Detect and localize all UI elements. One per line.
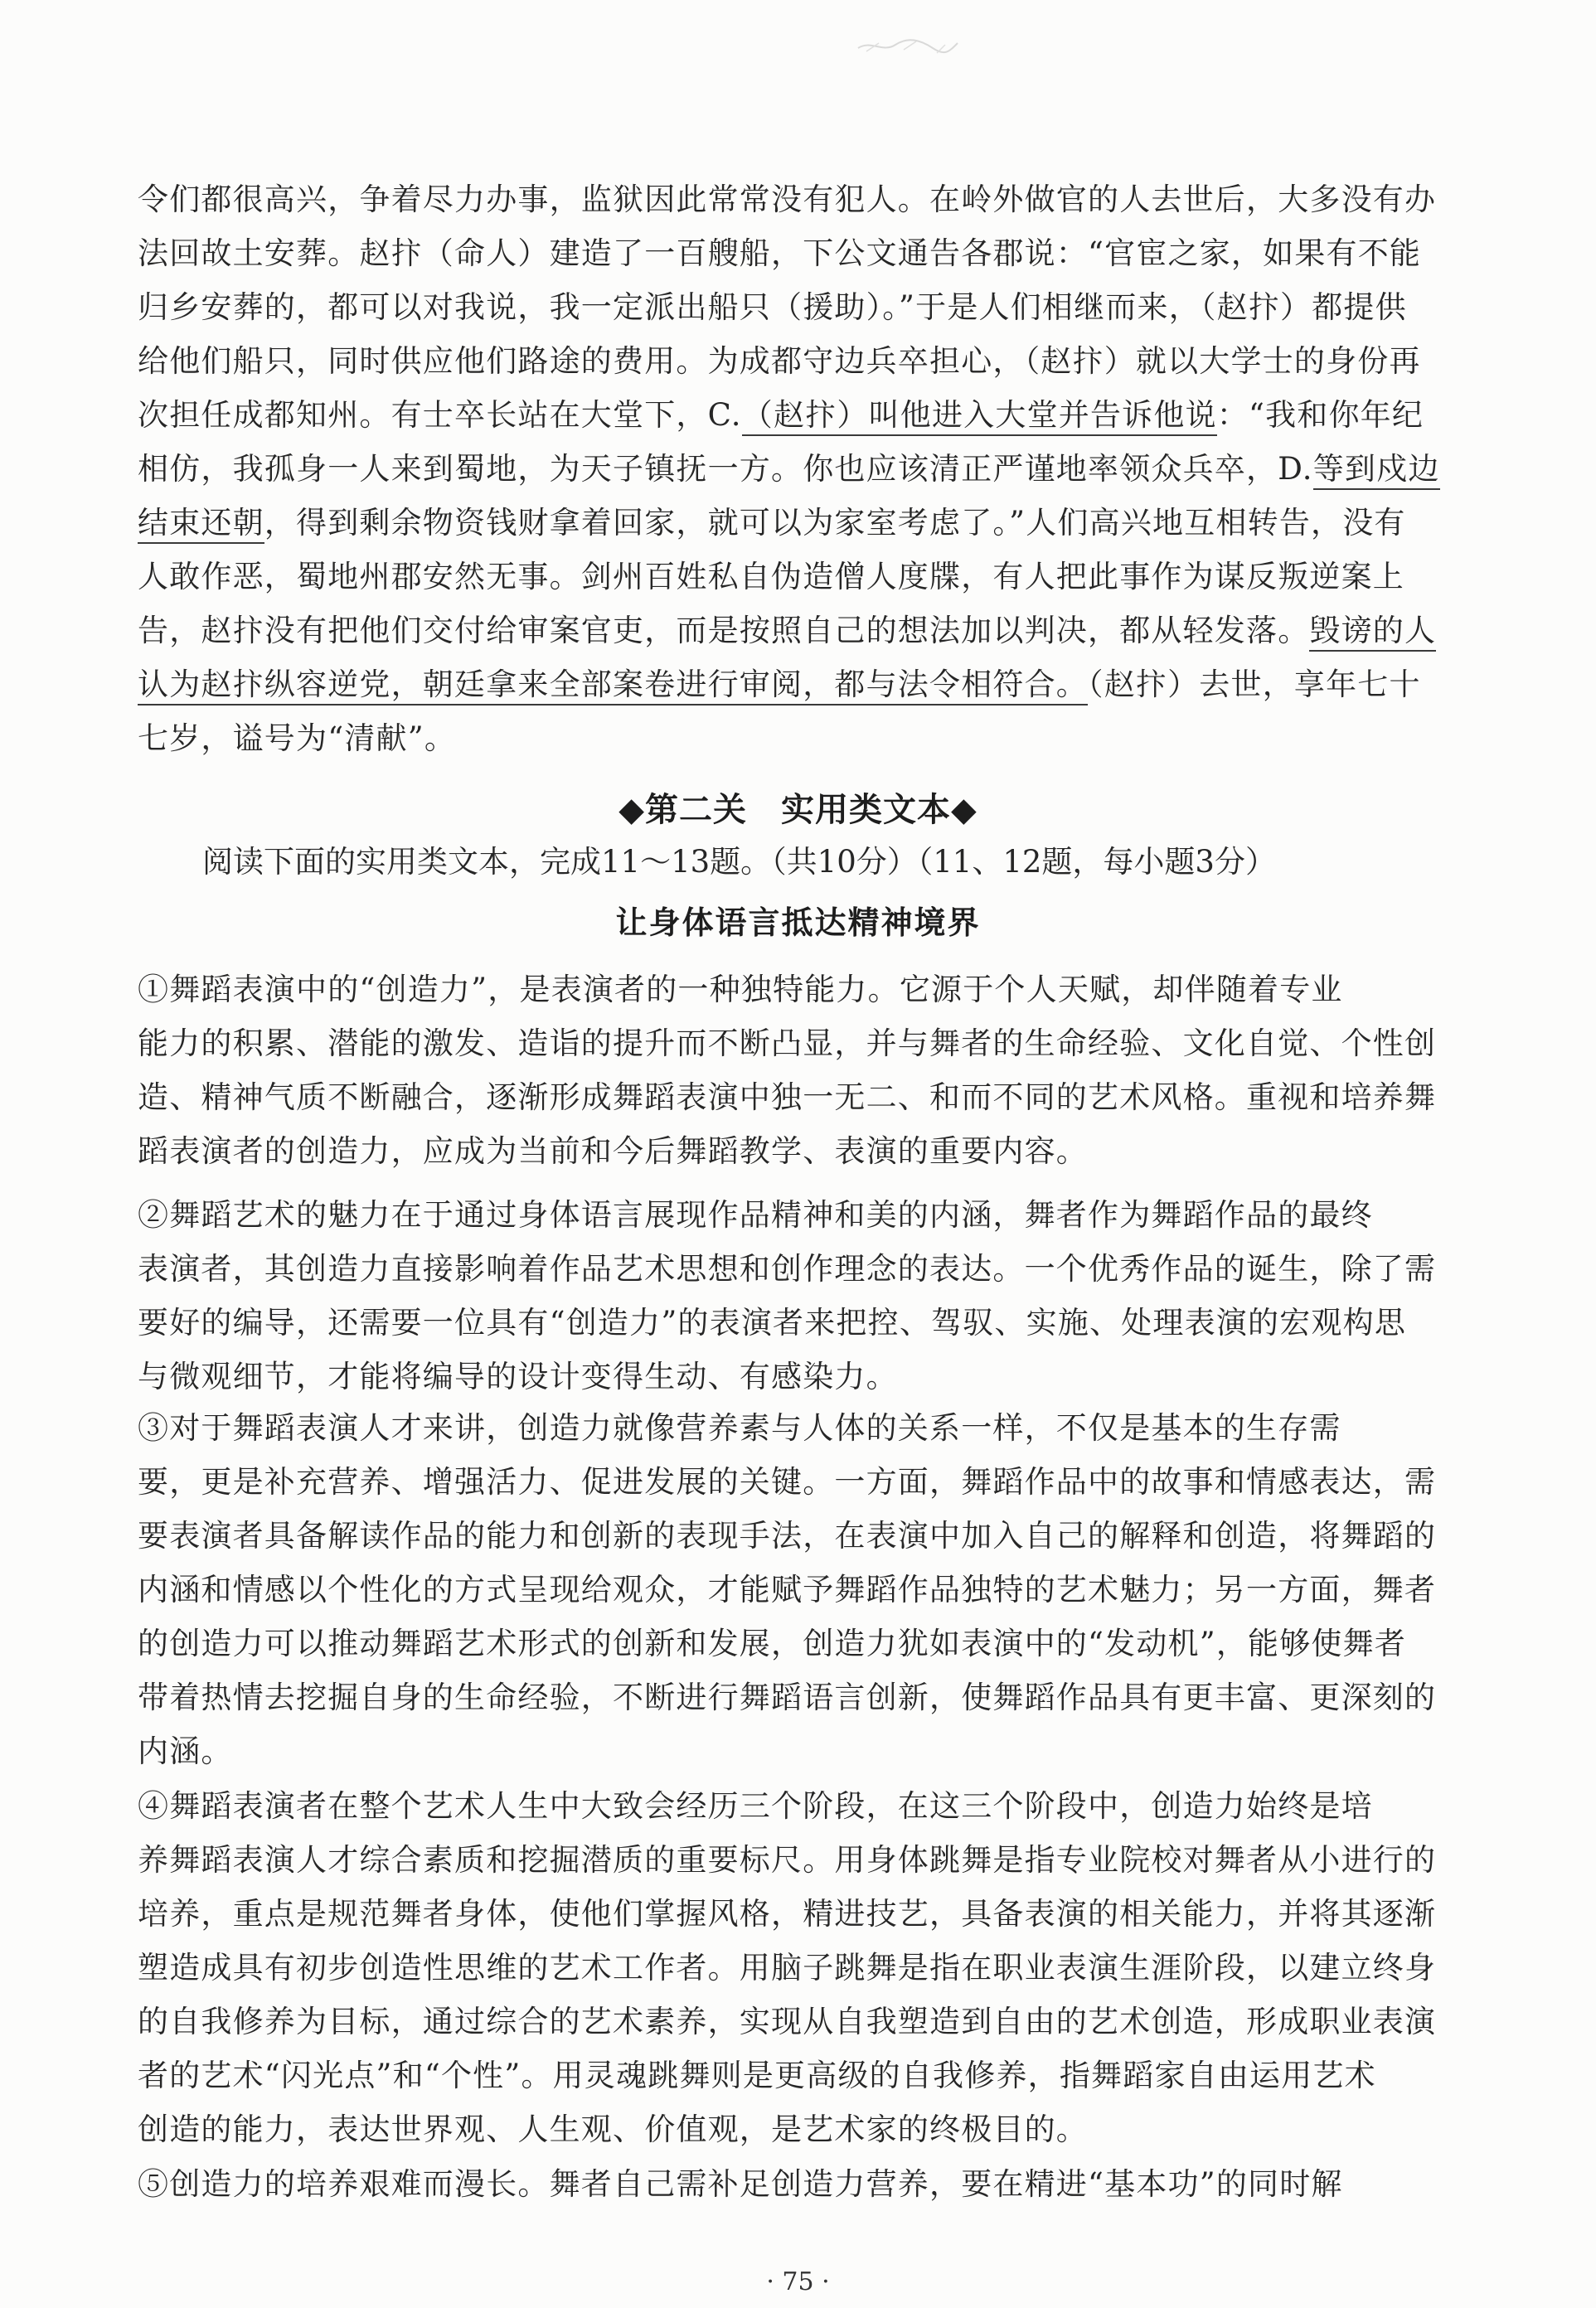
text-line: 要表演者具备解读作品的能力和创新的表现手法，在表演中加入自己的解释和创造，将舞蹈的 [138,1518,1437,1554]
text-line: 者的艺术“闪光点”和“个性”。用灵魂跳舞则是更高级的自我修养，指舞蹈家自由运用艺术 [138,2058,1376,2093]
text-line [138,388,1514,442]
translation-passage [138,172,1514,765]
text-segment: ：“我和你年纪 [1216,397,1424,433]
text-line: ③对于舞蹈表演人才来讲，创造力就像营养素与人体的关系一样，不仅是基本的生存需 [138,1410,1341,1446]
text-line: ④舞蹈表演者在整个艺术人生中大致会经历三个阶段，在这三个阶段中，创造力始终是培 [138,1788,1373,1824]
text-line: 蹈表演者的创造力，应成为当前和今后舞蹈教学、表演的重要内容。 [138,1133,1088,1169]
text-line: ⑤创造力的培养艰难而漫长。舞者自己需补足创造力营养，要在精进“基本功”的同时解 [138,2166,1343,2202]
text-line [138,496,1514,550]
paragraph-4 [138,1779,1514,2156]
text-line: 七岁，谥号为“清献”。 [138,720,457,756]
text-line: 的创造力可以推动舞蹈艺术形式的创新和发展，创造力犹如表演中的“发动机”，能够使舞者 [138,1626,1407,1661]
text-segment: 告，赵抃没有把他们交付给审案官吏，而是按照自己的想法加以判决，都从轻发落。 [138,613,1310,648]
text-line: 养舞蹈表演人才综合素质和挖掘潜质的重要标尺。用身体跳舞是指专业院校对舞者从小进行的 [138,1842,1437,1878]
underlined-sentence-cont: 认为赵抃纵容逆党，朝廷拿来全部案卷进行审阅，都与法令相符合。 [138,667,1088,705]
text-line: 法回故土安葬。赵抃（命人）建造了一百艘船，下公文通告各郡说：“官宦之家，如果有不能 [138,235,1422,271]
text-line: 表演者，其创造力直接影响着作品艺术思想和创作理念的表达。一个优秀作品的诞生，除了需 [138,1251,1437,1287]
text-line: ②舞蹈艺术的魅力在于通过身体语言展现作品精神和美的内涵，舞者作为舞蹈作品的最终 [138,1197,1373,1233]
paragraph-2 [138,1188,1514,1404]
page-number: · 75 · [766,2267,830,2296]
paragraph-3 [138,1401,1514,1778]
text-line: 培养，重点是规范舞者身体，使他们掌握风格，精进技艺，具备表演的相关能力，并将其逐渐 [138,1896,1437,1932]
text-line [138,442,1514,496]
text-line: 创造的能力，表达世界观、人生观、价值观，是艺术家的终极目的。 [138,2112,1088,2147]
text-line: 人敢作恶，蜀地州郡安然无事。剑州百姓私自伪造僧人度牒，有人把此事作为谋反叛逆案上 [138,559,1404,594]
text-line: 要好的编导，还需要一位具有“创造力”的表演者来把控、驾驭、实施、处理表演的宏观构思 [138,1305,1407,1341]
text-line: 造、精神气质不断融合，逐渐形成舞蹈表演中独一无二、和而不同的艺术风格。重视和培养舞 [138,1079,1437,1115]
text-line: 带着热情去挖掘自身的生命经验，不断进行舞蹈语言创新，使舞蹈作品具有更丰富、更深刻的 [138,1680,1437,1715]
paragraph-5 [138,2157,1514,2211]
text-line: 塑造成具有初步创造性思维的艺术工作者。用脑子跳舞是指在职业表演生涯阶段，以建立终身 [138,1950,1437,1986]
text-segment: 次担任成都知州。有士卒长站在大堂下，C. [138,397,742,433]
underlined-option-d-cont: 结束还朝 [138,505,264,544]
text-line: 给他们船只，同时供应他们路途的费用。为成都守边兵卒担心，（赵抃）就以大学士的身份再 [138,343,1421,379]
underlined-option-c: （赵抃）叫他进入大堂并告诉他说 [742,397,1217,436]
text-segment: ，得到剩余物资钱财拿着回家，就可以为家室考虑了。”人们高兴地互相转告，没有 [264,505,1406,541]
underlined-option-d: 等到戍边 [1313,451,1440,490]
text-line: 令们都很高兴，争着尽力办事，监狱因此常常没有犯人。在岭外做官的人去世后，大多没有办 [138,182,1437,217]
text-line: ①舞蹈表演中的“创造力”，是表演者的一种独特能力。它源于个人天赋，却伴随着专业 [138,972,1343,1007]
scan-smudge-mark [854,33,962,58]
text-line: 要，更是补充营养、增强活力、促进发展的关键。一方面，舞蹈作品中的故事和情感表达，需 [138,1464,1437,1500]
text-line: 与微观细节，才能将编导的设计变得生动、有感染力。 [138,1359,898,1394]
text-line: 的自我修养为目标，通过综合的艺术素养，实现从自我塑造到自由的艺术创造，形成职业表演 [138,2004,1437,2039]
text-line: 内涵。 [138,1733,233,1769]
paragraph-1 [138,962,1514,1178]
text-line [138,604,1514,657]
underlined-sentence: 毁谤的人 [1309,613,1436,652]
text-line: 内涵和情感以个性化的方式呈现给观众，才能赋予舞蹈作品独特的艺术魅力；另一方面，舞者 [138,1572,1437,1607]
text-segment: （赵抃）去世，享年七十 [1088,667,1421,702]
text-line: 能力的积累、潜能的激发、造诣的提升而不断凸显，并与舞者的生命经验、文化自觉、个性创 [138,1026,1437,1061]
text-line: 归乡安葬的，都可以对我说，我一定派出船只（援助）。”于是人们相继而来，（赵抃）都提供 [138,289,1407,325]
section-title: ◆第二关 实用类文本◆ [619,791,977,829]
question-instruction: 阅读下面的实用类文本，完成11～13题。（共10分）（11、12题，每小题3分） [202,844,1276,880]
text-segment: 相仿，我孤身一人来到蜀地，为天子镇抚一方。你也应该清正严谨地率领众兵卒，D. [138,451,1313,487]
article-title: 让身体语言抵达精神境界 [615,904,981,941]
text-line [138,657,1514,711]
